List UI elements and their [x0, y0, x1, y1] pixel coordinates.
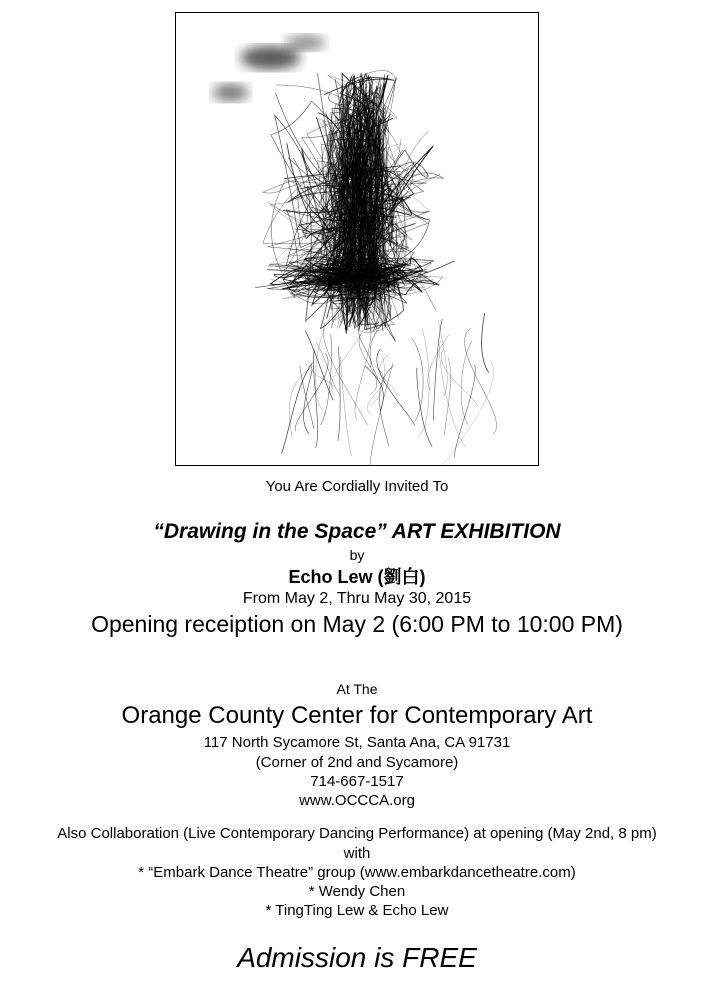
ink-stroke	[377, 349, 415, 425]
ink-stroke	[320, 334, 331, 424]
collaboration-description: Also Collaboration (Live Contemporary Dancing Performance) at opening (May 2nd, 8 pm)	[57, 825, 657, 842]
ink-stroke	[417, 368, 432, 447]
exhibition-dates: From May 2, Thru May 30, 2015	[242, 590, 472, 607]
venue-name: Orange County Center for Contemporary Art	[121, 702, 593, 729]
opening-reception: Opening receiption on May 2 (6:00 PM to 10:00 PM)	[91, 611, 623, 637]
ink-stroke	[482, 313, 489, 372]
with-label: with	[343, 845, 371, 862]
ink-stroke	[304, 369, 313, 433]
venue-phone: 714-667-1517	[310, 773, 404, 790]
ink-stroke	[313, 350, 317, 448]
by-label: by	[349, 547, 365, 563]
invitation-intro: You Are Cordially Invited To	[265, 478, 449, 495]
ink-scribble-drawing	[176, 13, 538, 465]
ink-stroke	[331, 322, 367, 390]
venue-website: www.OCCCA.org	[299, 792, 415, 809]
ink-stroke	[359, 334, 377, 394]
ink-stroke	[341, 356, 352, 455]
at-the-label: At The	[336, 681, 378, 697]
artwork-image	[175, 12, 539, 466]
admission-notice: Admission is FREE	[237, 942, 477, 973]
ink-stroke	[465, 328, 497, 434]
ink-smudge	[285, 35, 325, 51]
ink-stroke	[441, 348, 477, 406]
ink-stroke	[455, 365, 476, 457]
ink-stroke	[315, 315, 332, 415]
performer-item: * “Embark Dance Theatre” group (www.embarkdancetheatre.com)	[138, 864, 576, 881]
performer-item: * TingTing Lew & Echo Lew	[265, 902, 449, 919]
ink-stroke	[305, 330, 333, 400]
ink-stroke	[281, 364, 312, 454]
ink-smudge	[241, 46, 301, 70]
venue-address: 117 North Sycamore St, Santa Ana, CA 91731	[203, 734, 511, 751]
venue-corner: (Corner of 2nd and Sycamore)	[255, 754, 459, 771]
performer-item: * Wendy Chen	[308, 883, 406, 900]
ink-smudge	[213, 84, 249, 102]
ink-stroke	[440, 341, 467, 448]
exhibition-title: “Drawing in the Space” ART EXHIBITION	[153, 520, 561, 543]
ink-stroke	[445, 357, 451, 435]
ink-stroke	[440, 360, 494, 465]
artist-name: Echo Lew (劉白)	[288, 567, 426, 587]
